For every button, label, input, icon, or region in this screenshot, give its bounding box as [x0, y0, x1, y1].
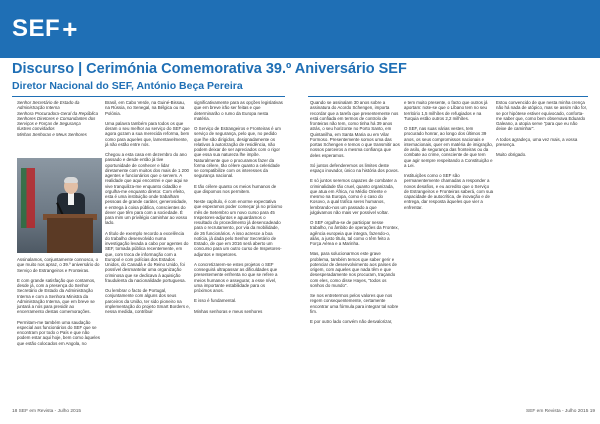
paragraph: Estou convencido de que nesta minha crença não há nada de utópico, mas se assim não for, se por hipótese estiver equivocado, conforta-me saber que, como bem observava Eduardo Galeano, a utopia serve "para que eu não deixe de caminhar". — [496, 100, 588, 132]
paragraph: Se nos entretermos pelos valores que nos regem consequentemente, certamente encontrar uma fórmula para integrar tal sobre fim. — [310, 293, 399, 314]
paragraph: Neste capítulo, é com enorme expectativa que esperamos poder começar já no próximo mês de Setembro um novo curso para 45 Inspetores-adjuntos e aguardamos o resultado do procedimento já desencadeado para o recrutamento, por via da mobilidade, de 26 funcionários. A isso acresce a boa notícia, já dada pelo Senhor Secretário de Estado, de que em 2016 será aberto um concurso para um outro curso de Inspetores-adjuntos e Inspetores. — [194, 199, 283, 257]
paragraph: O SEF orgulha-se de participar nesse trabalho, no âmbito de operações da Frontex, agência europeia que integra, fazendo-o, aliás, a justo título, tal como o têm feito a Força Aérea e a Marinha. — [310, 220, 399, 246]
greeting-line: Minhas Senhoras e Meus Senhores — [17, 131, 87, 137]
paragraph: Mas, para solucionarmos este grave problema, também temos que saber gerir e potenciar de desenvolvimento aos países de origem, com aqueles que nada têm e que desesperadamente nos procuram, traçando com eles, como disse Hayes, "todos os sonhos do mundo". — [310, 251, 397, 288]
paragraph: Assinalamos, conjuntamente connosco, o que muito nos apraz, o 39.º aniversário do Serviço de Estrangeiros e Fronteiras. — [17, 257, 100, 273]
greeting-line: Senhora Procuradora-Geral da República — [17, 110, 99, 116]
greeting-line: Senhor Secretário de Estado da Administração Interna — [17, 100, 80, 111]
paragraph: Ou lembrar o facto de Portugal, conjuntamente com alguns dos seus parceiros da União, ter sido pioneiro na implementação do projeto Smart Borders e, nessa medida, contribuir — [105, 288, 190, 314]
paragraph: Quando se assinalam 30 anos sobre a assinatura do Acordo Schengen, importa recordar que a tarefa que presentemente nos está confiada em termos de controlo de fronteiras não tem, como tinha há 39 anos atrás, o seu horizonte no Porto Santo, em Quintanilha, em Santa Maria ou em Vilar Formoso. Presentemente somos uma das portas Schengen e temos o que transmitir aos nossos parceiros a mesma confiança que deles esperamos. — [310, 100, 400, 158]
flag-shape — [21, 168, 35, 228]
header-band — [0, 0, 600, 58]
text-column-1 — [17, 100, 102, 141]
paragraph: Muito obrigado. — [496, 152, 527, 157]
article-subtitle: Diretor Nacional do SEF, António Beça Pereira — [12, 80, 243, 92]
title-rule-right — [308, 96, 588, 97]
speaker-photo — [17, 158, 102, 253]
greeting-line: Ilustres convidados — [17, 126, 55, 132]
lectern-shape — [47, 218, 93, 253]
paragraph: Minhas senhoras e meus senhores — [194, 308, 263, 314]
paragraph: E tão célere quanto os meios humanos de que dispomos nos permitem. — [194, 183, 277, 194]
title-rule-left — [12, 96, 285, 97]
logo-wordmark: SEF — [12, 15, 61, 42]
text-column-2 — [105, 100, 190, 319]
paragraph: Brasil, em Cabo Verde, na Guiné-Bissau, na Rússia, no Senegal, na Bélgica ou na Polónia. — [105, 100, 186, 116]
paragraph: E por outro lado convém não desvalorizar, — [310, 319, 393, 324]
paragraph: Permitam-me também uma saudação especial aos funcionários do SEF que se encontram por todo o País e que não podem estar aqui hoje, bem como àqueles que estão colocados em Angola, no — [17, 319, 100, 346]
paragraph: Instituições como o SEF são permanentemente chamadas a responder a novos desafios, e eu acredito que o Serviço de Estrangeiros e Fronteiras saberá, com sua capacidade de autocrítica, de inovação e de entrega, dar resposta àqueles que vier a enfrentar. — [404, 173, 494, 210]
paragraph: significativamente para as opções legislativas que em breve irão ser feitas e que determinarão o rumo da Europa nesta matéria. — [194, 100, 283, 121]
paragraph: e tem muito presente, o facto que outros já aportam: note-se que o Líbano tem no seu território 1,5 milhões de refugiados e na Turquia estão outros 2,2 milhões. — [404, 100, 488, 121]
paragraph: Chegou a esta casa em dezembro do ano passado e desde então já tive oportunidade de conhecer e lidar diretamente com muitos dos mais de 1 200 agentes e funcionários que o servem. A realidade que aqui encontrei e que aqui se vive tranquiliza-me enquanto cidadão e orgulha-me enquanto diretor. Com efeito, esta é uma instituição onde trabalham pessoas de grande caráter, generosidade, e entrega à coisa pública, conscientes do dever que têm para com a sociedade. É para mim um privilégio caminhar ao vosso lado. — [105, 152, 189, 226]
paragraph: A todos agradeço, uma vez mais, a vossa presença. — [496, 136, 578, 147]
paragraph: E com grande satisfação que contamos, desde já, com a presença do Senhor Secretário de Estado da Administração Interna e com a Senhora Ministra da Administração Interna, que em breve se juntará a nós para presidir ao encerramento destas comemorações. — [17, 277, 96, 315]
article-title: Discurso | Cerimónia Comemorativa 39.º Aniversário SEF — [12, 61, 407, 77]
paragraph: O Serviço de Estrangeiros e Fronteiras é um serviço de segurança, pelo que, no pedido que lhe são dirigidos, designadamente os relativos à autorização de residência, não podem deixar de ser apreciados com o rigor que essa sua natureza lhe impõe. Naturalmente que o procuramos fazer da forma célere, tão célere quanto a celeridade se compatibilize com os interesses da segurança nacional. — [194, 126, 281, 179]
logo-plus-sign: + — [62, 14, 78, 44]
paragraph: E isso é fundamental. — [194, 298, 237, 304]
text-column-3 — [194, 100, 284, 319]
sef-plus-logo — [12, 16, 77, 42]
greeting-list — [17, 100, 102, 137]
paragraph: O SEF, nas suas várias vestes, tem procurado honrar, ao longo dos últimos 39 anos, os seus compromissos nacionais e internacionais, quer em matéria de imigração, de asilo, de segurança das fronteiras ou da combate ao crime, consciente de que tem que agir sempre respeitando a Constituição e a Lei. — [404, 126, 494, 168]
text-column-4 — [310, 100, 400, 329]
greeting-line: Senhores Diretores e Comandantes dos Serviços e Forças de Segurança — [17, 115, 96, 126]
text-column-5 — [404, 100, 494, 215]
paragraph: A título de exemplo recordo a excelência do trabalho desenvolvido numa investigação levada a cabo por agentes do SEF, tornada pública recentemente, em que, com troca de informação com a Europol e com polícias dos Estados Unidos, do Canadá e do Reino Unido, foi possível desmantelar uma organização criminosa que se dedicava à aquisição fraudulenta da nacionalidade portuguesa. — [105, 230, 189, 283]
paragraph: Uma palavra também para todos os que deram o seu melhor ao serviço do SEF que agora gozam a sua merecida reforma, bem como para aqueles que, lamentavelmente, já não estão entre nós. — [105, 120, 190, 147]
paragraph: Só juntos defenderemos os limites deste espaço inovador, único na história dos povos. — [310, 162, 399, 173]
text-column-1-lower — [17, 257, 102, 351]
page-footer-left: 18 SEF em Revista - Julho 2015 — [12, 409, 82, 414]
text-column-6 — [496, 100, 588, 162]
paragraph: E só juntos seremos capazes de combater a criminalidade tão cruel, quanto organizada, que atua em África, no Médio Oriente e mesmo na Europa, como é o caso do Kosovo, a qual trafica seres humanos, lembrando-nos um passado a que julgávamos não mais ver possível voltar. — [310, 178, 397, 215]
paragraph: A concretizarem-se estes projetos o SEF conseguirá ultrapassar as dificuldades que presentemente enfrenta no que se refere a meios humanos e assegurar, a esse nível, uma importante estabilidade para os próximos anos. — [194, 261, 278, 293]
page-footer-right: SEF em Revista - Julho 2015 19 — [526, 409, 596, 414]
